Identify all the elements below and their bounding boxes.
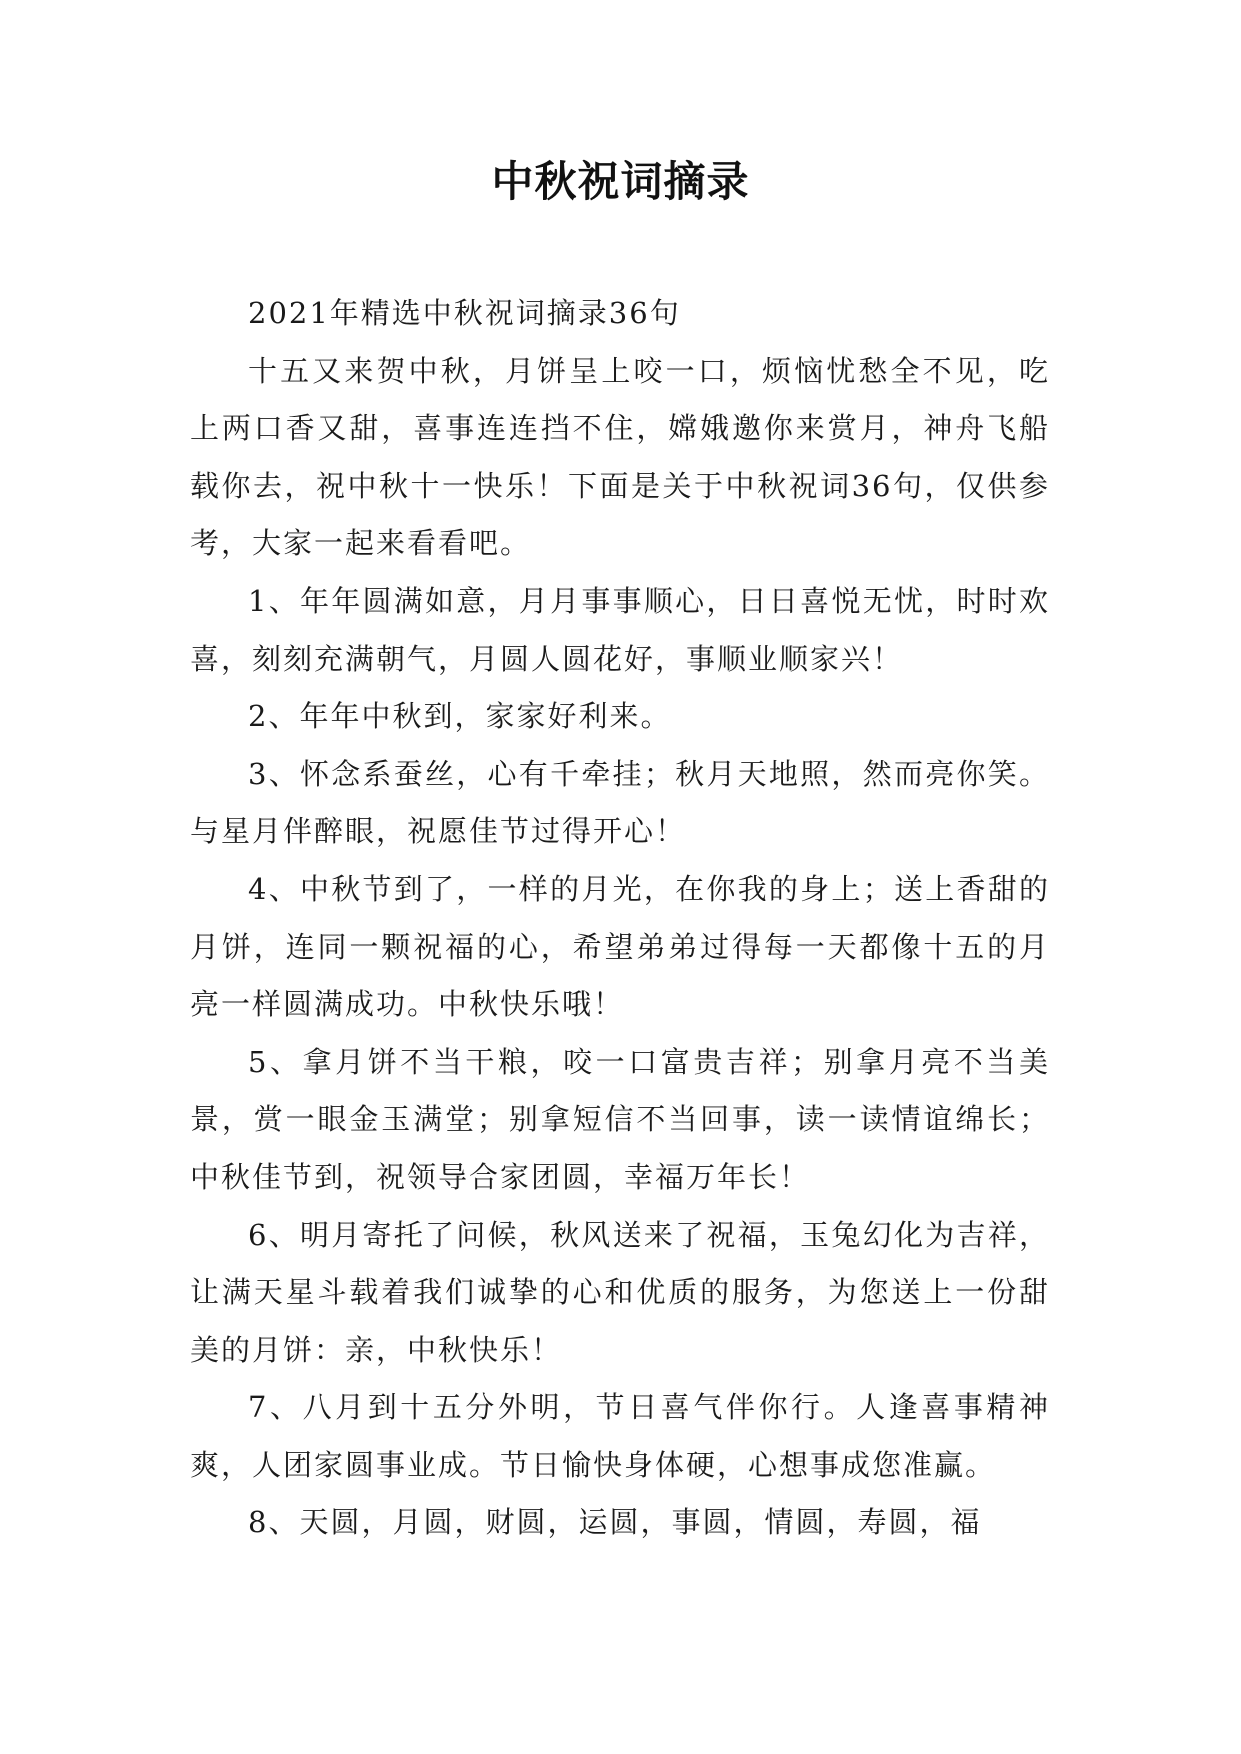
paragraph-item-4: 4、中秋节到了，一样的月光，在你我的身上；送上香甜的月饼，连同一颗祝福的心，希望弟弟过得每一天都像十五的月亮一样圆满成功。中秋快乐哦！ (190, 871, 1050, 1022)
paragraph-item-2: 2、年年中秋到，家家好利来。 (248, 699, 672, 734)
paragraph-intro: 十五又来贺中秋，月饼呈上咬一口，烦恼忧愁全不见，吃上两口香又甜，喜事连连挡不住，嫦娥邀你来赏月，神舟飞船载你去，祝中秋十一快乐！下面是关于中秋祝词36句，仅供参考，大家一起来看看吧。 (190, 353, 1050, 561)
paragraph-item-6: 6、明月寄托了问候，秋风送来了祝福，玉兔幻化为吉祥，让满天星斗载着我们诚挚的心和优质的服务，为您送上一份甜美的月饼：亲，中秋快乐！ (190, 1217, 1050, 1367)
paragraph-item-3: 3、怀念系蚕丝，心有千牵挂；秋月天地照，然而亮你笑。与星月伴醉眼，祝愿佳节过得开心！ (190, 756, 1050, 849)
paragraph-item-7: 7、八月到十五分外明，节日喜气伴你行。人逢喜事精神爽，人团家圆事业成。节日愉快身体硬，心想事成您准赢。 (190, 1390, 1050, 1482)
paragraph-intro-heading: 2021年精选中秋祝词摘录36句 (248, 296, 681, 330)
paragraph-item-5: 5、拿月饼不当干粮，咬一口富贵吉祥；别拿月亮不当美景，赏一眼金玉满堂；别拿短信不当回事，读一读情谊绵长；中秋佳节到，祝领导合家团圆，幸福万年长！ (190, 1044, 1050, 1194)
paragraph-item-8: 8、天圆，月圆，财圆，运圆，事圆，情圆，寿圆，福 (248, 1505, 982, 1540)
paragraph-item-1: 1、年年圆满如意，月月事事顺心，日日喜悦无忧，时时欢喜，刻刻充满朝气，月圆人圆花好，事顺业顺家兴！ (190, 583, 1050, 676)
document-body (190, 285, 1050, 1552)
page-title: 中秋祝词摘录 (491, 157, 750, 206)
